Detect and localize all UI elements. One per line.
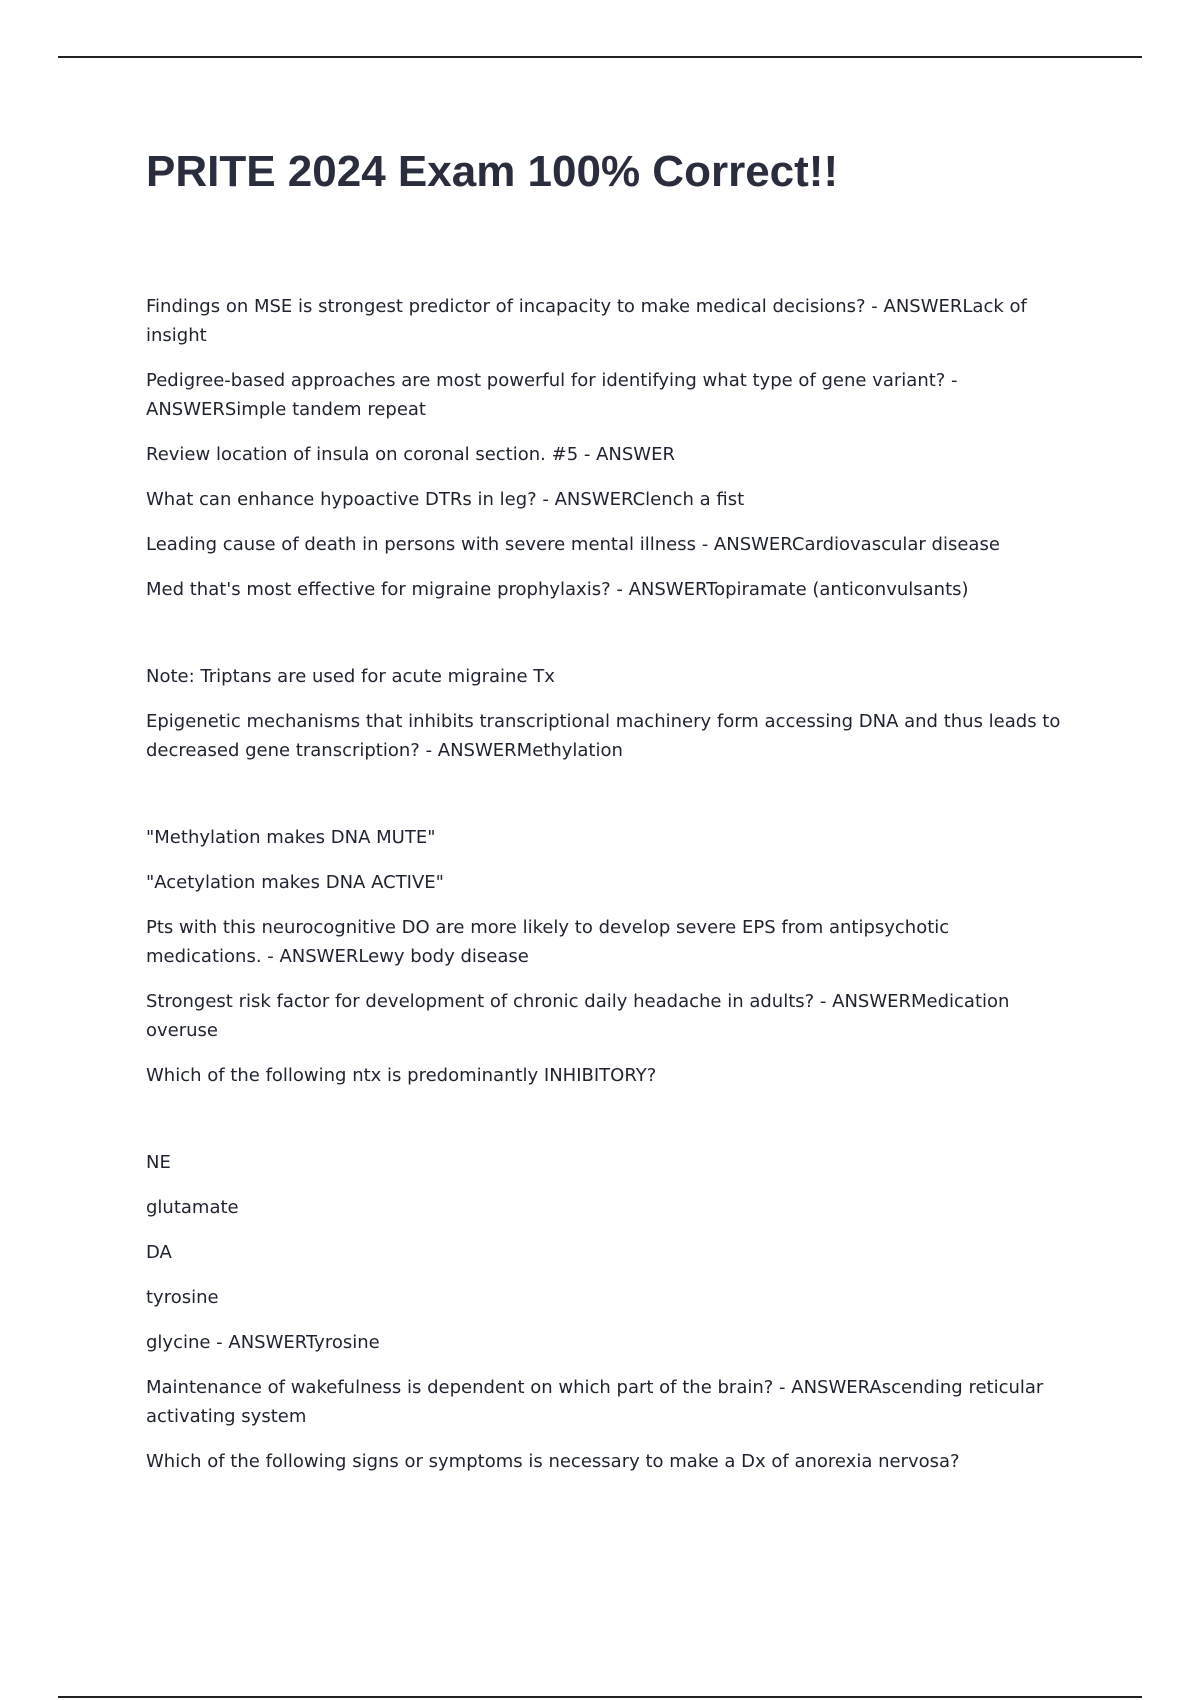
paragraph-4: What can enhance hypoactive DTRs in leg? - ANSWERClench a fist <box>146 489 745 510</box>
paragraph-19: Maintenance of wakefulness is dependent on which part of the brain? - ANSWERAscending reticular activating system <box>146 1377 1044 1427</box>
paragraph-14: NE <box>146 1152 171 1173</box>
paragraph-8: Epigenetic mechanisms that inhibits transcriptional machinery form accessing DNA and thus leads to decreased gene transcription? - ANSWERMethylation <box>146 711 1061 761</box>
paragraph-2: Pedigree-based approaches are most powerful for identifying what type of gene variant? - ANSWERSimple tandem repeat <box>146 370 958 420</box>
paragraph-3: Review location of insula on coronal section. #5 - ANSWER <box>146 444 675 465</box>
document-body <box>146 292 1066 1492</box>
paragraph-9: "Methylation makes DNA MUTE" <box>146 827 436 848</box>
paragraph-18: glycine - ANSWERTyrosine <box>146 1332 380 1353</box>
paragraph-11: Pts with this neurocognitive DO are more likely to develop severe EPS from antipsychotic medications. - ANSWERLewy body disease <box>146 917 950 967</box>
paragraph-17: tyrosine <box>146 1287 219 1308</box>
paragraph-7: Note: Triptans are used for acute migraine Tx <box>146 666 555 687</box>
paragraph-13: Which of the following ntx is predominantly INHIBITORY? <box>146 1065 657 1086</box>
bottom-rule <box>58 1696 1142 1698</box>
top-rule <box>58 56 1142 58</box>
paragraph-12: Strongest risk factor for development of chronic daily headache in adults? - ANSWERMedication overuse <box>146 991 1010 1041</box>
paragraph-1: Findings on MSE is strongest predictor of incapacity to make medical decisions? - ANSWERLack of insight <box>146 296 1027 346</box>
paragraph-5: Leading cause of death in persons with severe mental illness - ANSWERCardiovascular disease <box>146 534 1000 555</box>
paragraph-20: Which of the following signs or symptoms is necessary to make a Dx of anorexia nervosa? <box>146 1451 960 1472</box>
paragraph-16: DA <box>146 1242 172 1263</box>
document-title: PRITE 2024 Exam 100% Correct!! <box>146 147 839 196</box>
paragraph-15: glutamate <box>146 1197 239 1218</box>
paragraph-6: Med that's most effective for migraine prophylaxis? - ANSWERTopiramate (anticonvulsants) <box>146 579 969 600</box>
paragraph-10: "Acetylation makes DNA ACTIVE" <box>146 872 444 893</box>
